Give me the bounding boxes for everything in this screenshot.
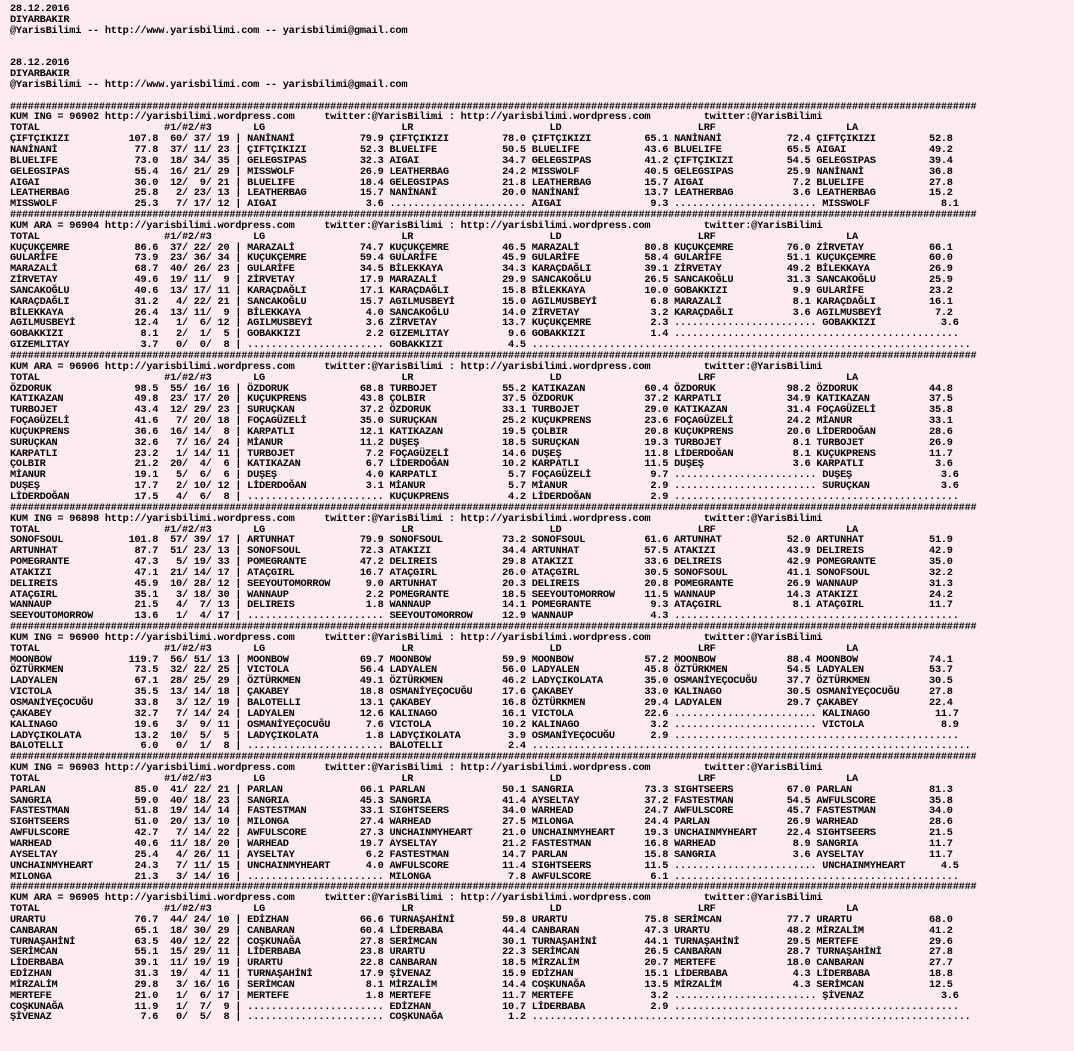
report-line: TURBOJET 43.4 12/ 29/ 23 | SURUÇKAN 37.2 ÖZDORUK 33.1 TURBOJET 29.0 KATIKAZAN 31.4 FOÇAGÜZELİ 35.8 [10, 404, 953, 417]
report-line: SERİMCAN 55.1 15/ 29/ 11 | LİDERBABA 23.8 URARTU 22.3 SERİMCAN 26.5 CANBARAN 28.7 TURNAŞAHİNİ 27.8 [10, 946, 953, 959]
report-line: LEATHERBAG 25.8 2/ 23/ 13 | LEATHERBAG 15.7 NANİNANİ 20.0 NANİNANİ 13.7 LEATHERBAG 3.6 LEATHERBAG 15.2 [10, 187, 953, 200]
race-report-text [10, 4, 976, 1023]
report-line: MOONBOW 119.7 56/ 51/ 13 | MOONBOW 69.7 MOONBOW 59.9 MOONBOW 57.2 MOONBOW 88.4 MOONBOW 74.1 [10, 653, 953, 666]
report-line: KUM ARA = 96906 http://yarisbilimi.wordpress.com twitter:@YarisBilimi : http://yarisbilimi.wordpress.com twitter:@YarisBilimi [10, 360, 823, 373]
report-line: MİANUR 19.1 5/ 6/ 6 | DUŞEŞ 4.0 KARPATLI 5.7 FOÇAGÜZELİ 9.7 ........................ DUŞEŞ 3.6 [10, 469, 959, 482]
report-line: AGILMUSBEYİ 12.4 1/ 6/ 12 | AGILMUSBEYİ 3.6 ZİRVETAY 13.7 KUÇUKÇEMRE 2.3 ........................ GOBAKKIZI 3.6 [10, 317, 959, 330]
report-line: 28.12.2016 [10, 57, 70, 70]
report-line: DUŞEŞ 17.7 2/ 10/ 12 | LİDERDOĞAN 3.1 MİANUR 5.7 MİANUR 2.9 ........................ SURUÇKAN 3.6 [10, 480, 959, 493]
report-line: KATIKAZAN 49.8 23/ 17/ 20 | KUÇUKPRENS 43.8 ÇOLBIR 37.5 ÖZDORUK 37.2 KARPATLI 34.9 KATIKAZAN 37.5 [10, 393, 953, 406]
report-line: OSMANİYEÇOCUĞU 33.8 3/ 12/ 19 | BALOTELLI 13.1 ÇAKABEY 16.8 ÖZTÜRKMEN 29.4 LADYALEN 29.7 ÇAKABEY 22.4 [10, 697, 953, 709]
report-line: WARHEAD 40.6 11/ 18/ 20 | WARHEAD 19.7 AYSELTAY 21.2 FASTESTMAN 16.8 WARHEAD 8.9 SANGRIA 11.7 [10, 837, 953, 850]
report-line: PARLAN 85.0 41/ 22/ 21 | PARLAN 66.1 PARLAN 50.1 SANGRIA 73.3 SIGHTSEERS 67.0 PARLAN 81.3 [10, 783, 953, 796]
report-line: MARAZALİ 68.7 40/ 26/ 23 | GULARİFE 34.5 BİLEKKAYA 34.3 KARAÇDAĞLI 39.1 ZİRVETAY 49.2 BİLEKKAYA 26.9 [10, 263, 953, 276]
report-line: FASTESTMAN 51.8 19/ 14/ 14 | FASTESTMAN 33.1 SIGHTSEERS 34.0 WARHEAD 24.7 AWFULSCORE 45.7 FASTESTMAN 34.0 [10, 805, 953, 818]
separator-line: ################################################################################################################################################################### [10, 621, 977, 634]
report-line: SURUÇKAN 32.6 7/ 16/ 24 | MİANUR 11.2 DUŞEŞ 18.5 SURUÇKAN 19.3 TURBOJET 8.1 TURBOJET 26.9 [10, 436, 953, 449]
report-line: KUM ARA = 96905 http://yarisbilimi.wordpress.com twitter:@YarisBilimi : http://yarisbilimi.wordpress.com twitter:@YarisBilimi [10, 892, 823, 905]
report-line: KARAÇDAĞLI 31.2 4/ 22/ 21 | SANCAKOĞLU 15.7 AGILMUSBEYİ 15.0 AGILMUSBEYİ 6.8 MARAZALİ 8.1 KARAÇDAĞLI 16.1 [10, 295, 953, 308]
report-line: MERTEFE 21.0 1/ 6/ 17 | MERTEFE 1.8 MERTEFE 11.7 MERTEFE 3.2 ........................ ŞİVENAZ 3.6 [10, 989, 959, 1002]
report-line: ÖZDORUK 98.5 55/ 16/ 16 | ÖZDORUK 68.8 TURBOJET 55.2 KATIKAZAN 60.4 ÖZDORUK 98.2 ÖZDORUK 44.8 [10, 382, 953, 395]
report-line: ÇAKABEY 32.7 7/ 14/ 24 | LADYALEN 12.6 KALINAGO 16.1 VICTOLA 22.6 ........................ KALINAGO 11.7 [10, 707, 959, 720]
report-line: DIYARBAKIR [10, 13, 70, 26]
report-line: MİRZALİM 29.8 3/ 16/ 16 | SERİMCAN 8.1 MİRZALİM 14.4 COŞKUNAĞA 13.5 MİRZALİM 4.3 SERİMCAN 12.5 [10, 978, 953, 991]
report-line: GIZEMLITAY 3.7 0/ 0/ 8 | ....................... GOBAKKIZI 4.5 .......................................................................... [10, 339, 971, 352]
report-line: DELIREIS 45.9 10/ 28/ 12 | SEEYOUTOMORROW 9.0 ARTUNHAT 20.3 DELIREIS 20.8 POMEGRANTE 26.9 WANNAUP 31.3 [10, 577, 953, 590]
report-line: TOTAL #1/#2/#3 LG LR LD LRF LA [10, 903, 858, 916]
report-line: KUÇUKÇEMRE 86.6 37/ 22/ 20 | MARAZALİ 74.7 KUÇUKÇEMRE 46.5 MARAZALİ 80.8 KUÇUKÇEMRE 76.0 ZİRVETAY 66.1 [10, 241, 953, 254]
report-line: ZİRVETAY 49.6 19/ 11/ 9 | ZİRVETAY 17.9 MARAZALİ 29.9 SANCAKOĞLU 26.5 SANCAKOĞLU 31.3 SANCAKOĞLU 25.9 [10, 274, 953, 287]
report-line: UNCHAINMYHEART 24.3 7/ 11/ 15 | UNCHAINMYHEART 4.0 AWFULSCORE 11.4 SIGHTSEERS 11.5 ........................ UNCHAINMYHEART 4.5 [10, 859, 959, 872]
report-line: ATAKIZI 47.1 21/ 14/ 17 | ATAÇGIRL 16.7 ATAÇGIRL 26.0 ATAÇGIRL 30.5 SONOFSOUL 41.1 SONOFSOUL 32.2 [10, 566, 953, 579]
report-line: KUM ING = 96903 http://yarisbilimi.wordpress.com twitter:@YarisBilimi : http://yarisbilimi.wordpress.com twitter:@YarisBilimi [10, 762, 823, 775]
report-line: SIGHTSEERS 51.0 20/ 13/ 10 | MILONGA 27.4 WARHEAD 27.5 MILONGA 24.4 PARLAN 26.9 WARHEAD 28.6 [10, 816, 953, 829]
report-line: NANİNANİ 77.8 37/ 11/ 23 | ÇIFTÇIKIZI 52.3 BLUELIFE 50.5 BLUELIFE 43.6 BLUELIFE 65.5 AIGAI 49.2 [10, 143, 953, 156]
report-line: ŞİVENAZ 7.6 0/ 5/ 8 | ....................... COŞKUNAĞA 1.2 .......................................................................... [10, 1011, 971, 1024]
report-line: TOTAL #1/#2/#3 LG LR LD LRF LA [10, 772, 858, 785]
separator-line: ################################################################################################################################################################### [10, 100, 977, 113]
separator-line: ################################################################################################################################################################### [10, 881, 977, 894]
report-line: GELEGSIPAS 55.4 16/ 21/ 29 | MISSWOLF 26.9 LEATHERBAG 24.2 MISSWOLF 40.5 GELEGSIPAS 25.9 NANİNANİ 36.8 [10, 165, 953, 178]
report-line: LİDERBABA 39.1 11/ 19/ 19 | URARTU 22.8 CANBARAN 18.5 MİRZALİM 20.7 MERTEFE 18.0 CANBARAN 27.7 [10, 957, 953, 970]
report-line: KUM ING = 96902 http://yarisbilimi.wordpress.com twitter:@YarisBilimi : http://yarisbilimi.wordpress.com twitter:@YarisBilimi [10, 111, 823, 124]
report-line: AYSELTAY 25.4 4/ 26/ 11 | AYSELTAY 6.2 FASTESTMAN 14.7 PARLAN 15.8 SANGRIA 3.6 AYSELTAY 11.7 [10, 848, 953, 861]
report-line: KUM ARA = 96904 http://yarisbilimi.wordpress.com twitter:@YarisBilimi : http://yarisbilimi.wordpress.com twitter:@YarisBilimi [10, 219, 823, 232]
report-line: TURNAŞAHİNİ 63.5 40/ 12/ 22 | COŞKUNAĞA 27.8 SERİMCAN 30.1 TURNAŞAHİNİ 44.1 TURNAŞAHİNİ 29.5 MERTEFE 29.6 [10, 935, 953, 948]
report-line: WANNAUP 21.5 4/ 7/ 13 | DELIREIS 1.8 WANNAUP 14.1 POMEGRANTE 9.3 ATAÇGIRL 8.1 ATAÇGIRL 11.7 [10, 599, 953, 612]
report-line: VICTOLA 35.5 13/ 14/ 18 | ÇAKABEY 18.8 OSMANİYEÇOCUĞU 17.6 ÇAKABEY 33.0 KALINAGO 30.5 OSMANİYEÇOCUĞU 27.8 [10, 686, 953, 699]
report-line: BİLEKKAYA 26.4 13/ 11/ 9 | BİLEKKAYA 4.0 SANCAKOĞLU 14.0 ZİRVETAY 3.2 KARAÇDAĞLI 3.6 AGILMUSBEYİ 7.2 [10, 306, 953, 319]
report-line: DIYARBAKIR [10, 68, 70, 81]
separator-line: ################################################################################################################################################################### [10, 501, 977, 514]
report-line: KALINAGO 19.6 3/ 9/ 11 | OSMANİYEÇOCUĞU 7.6 VICTOLA 10.2 KALINAGO 3.2 ........................ VICTOLA 8.9 [10, 718, 959, 731]
report-line: EDİZHAN 31.3 19/ 4/ 11 | TURNAŞAHİNİ 17.9 ŞİVENAZ 15.9 EDİZHAN 15.1 LİDERBABA 4.3 LİDERBABA 18.8 [10, 968, 953, 981]
report-line: TOTAL #1/#2/#3 LG LR LD LRF LA [10, 122, 858, 135]
report-line: KUM ING = 96898 http://yarisbilimi.wordpress.com twitter:@YarisBilimi : http://yarisbilimi.wordpress.com twitter:@YarisBilimi [10, 512, 823, 525]
report-line: TOTAL #1/#2/#3 LG LR LD LRF LA [10, 642, 858, 655]
report-line: ÖZTÜRKMEN 73.5 32/ 22/ 25 | VICTOLA 56.4 LADYALEN 56.0 LADYALEN 45.8 ÖZTÜRKMEN 54.5 LADYALEN 53.7 [10, 664, 953, 677]
report-line: ARTUNHAT 87.7 51/ 23/ 13 | SONOFSOUL 72.3 ATAKIZI 34.4 ARTUNHAT 57.5 ATAKIZI 43.9 DELIREIS 42.9 [10, 545, 953, 558]
report-line: TOTAL #1/#2/#3 LG LR LD LRF LA [10, 230, 858, 243]
report-line: ATAÇGIRL 35.1 3/ 18/ 30 | WANNAUP 2.2 POMEGRANTE 18.5 SEEYOUTOMORROW 11.5 WANNAUP 14.3 ATAKIZI 24.2 [10, 588, 953, 601]
report-line: LİDERDOĞAN 17.5 4/ 6/ 8 | ....................... KUÇUKPRENS 4.2 LİDERDOĞAN 2.9 ................................................ [10, 490, 959, 503]
report-line: GOBAKKIZI 8.1 2/ 1/ 5 | GOBAKKIZI 2.2 GIZEMLITAY 9.6 GOBAKKIZI 1.4 ................................................ [10, 328, 959, 341]
report-line: FOÇAGÜZELİ 41.6 7/ 20/ 18 | FOÇAGÜZELİ 35.0 SURUÇKAN 25.2 KUÇUKPRENS 23.6 FOÇAGÜZELİ 24.2 MİANUR 33.1 [10, 415, 953, 428]
report-line: MILONGA 21.3 3/ 14/ 16 | ....................... MILONGA 7.8 AWFULSCORE 6.1 ................................................ [10, 870, 959, 883]
report-line: KUÇUKPRENS 36.6 16/ 14/ 8 | KARPATLI 12.1 KATIKAZAN 19.5 ÇOLBIR 20.8 KUÇUKPRENS 20.6 LİDERDOĞAN 28.6 [10, 425, 953, 438]
report-line: SEEYOUTOMORROW 13.6 1/ 4/ 17 | ....................... SEEYOUTOMORROW 12.9 WANNAUP 4.3 ................................................ [10, 610, 959, 623]
report-line: CANBARAN 65.1 18/ 30/ 29 | CANBARAN 60.4 LİDERBABA 44.4 CANBARAN 47.3 URARTU 48.2 MİRZALİM 41.2 [10, 924, 953, 937]
report-line: 28.12.2016 [10, 3, 70, 15]
report-line: LADYALEN 67.1 28/ 25/ 29 | ÖZTÜRKMEN 49.1 ÖZTÜRKMEN 46.2 LADYÇIKOLATA 35.0 OSMANİYEÇOCUĞU 37.7 ÖZTÜRKMEN 30.5 [10, 675, 953, 688]
report-line [10, 47, 976, 58]
report-line: GULARİFE 73.9 23/ 36/ 34 | KUÇUKÇEMRE 59.4 GULARİFE 45.9 GULARİFE 58.4 GULARİFE 51.1 KUÇUKÇEMRE 60.0 [10, 252, 953, 265]
report-line: MISSWOLF 25.3 7/ 17/ 12 | AIGAI 3.6 ....................... AIGAI 9.3 ........................ MISSWOLF 8.1 [10, 198, 959, 211]
report-line: ÇOLBIR 21.2 20/ 4/ 6 | KATIKAZAN 6.7 LİDERDOĞAN 10.2 KARPATLI 11.5 DUŞEŞ 3.6 KARPATLI 3.6 [10, 458, 953, 471]
report-line: BLUELIFE 73.0 18/ 34/ 35 | GELEGSIPAS 32.3 AIGAI 34.7 GELEGSIPAS 41.2 ÇIFTÇIKIZI 54.5 GELEGSIPAS 39.4 [10, 154, 953, 167]
report-line: @YarisBilimi -- http://www.yarisbilimi.com -- yarisbilimi@gmail.com [10, 24, 408, 37]
report-line: AIGAI 36.0 12/ 9/ 21 | BLUELIFE 18.4 GELEGSIPAS 21.8 LEATHERBAG 15.7 AIGAI 7.2 BLUELIFE 27.8 [10, 176, 953, 189]
report-line: BALOTELLI 6.0 0/ 1/ 8 | ....................... BALOTELLI 2.4 .......................................................................... [10, 740, 971, 753]
report-line: LADYÇIKOLATA 13.2 10/ 5/ 5 | LADYÇIKOLATA 1.8 LADYÇIKOLATA 3.9 OSMANİYEÇOCUĞU 2.9 ................................................ [10, 729, 959, 742]
report-line: SANCAKOĞLU 40.6 13/ 17/ 11 | KARAÇDAĞLI 17.1 KARAÇDAĞLI 15.8 BİLEKKAYA 10.0 GOBAKKIZI 9.9 GULARİFE 23.2 [10, 284, 953, 297]
separator-line: ################################################################################################################################################################### [10, 350, 977, 362]
separator-line: ################################################################################################################################################################### [10, 751, 977, 764]
report-line: POMEGRANTE 47.3 5/ 19/ 33 | POMEGRANTE 47.2 DELIREIS 29.8 ATAKIZI 33.6 DELIREIS 42.9 POMEGRANTE 35.0 [10, 556, 953, 569]
report-line [10, 91, 976, 102]
report-line: SANGRIA 59.0 40/ 18/ 23 | SANGRIA 45.3 SANGRIA 41.4 AYSELTAY 37.2 FASTESTMAN 54.5 AWFULSCORE 35.8 [10, 794, 953, 807]
report-line [10, 37, 976, 48]
report-line: AWFULSCORE 42.7 7/ 14/ 22 | AWFULSCORE 27.3 UNCHAINMYHEART 21.0 UNCHAINMYHEART 19.3 UNCHAINMYHEART 22.4 SIGHTSEERS 21.5 [10, 827, 953, 840]
report-line: TOTAL #1/#2/#3 LG LR LD LRF LA [10, 523, 858, 536]
report-line: COŞKUNAĞA 11.9 1/ 7/ 9 | ....................... EDİZHAN 10.7 LİDERBABA 2.9 ................................................ [10, 1000, 959, 1013]
report-line: @YarisBilimi -- http://www.yarisbilimi.com -- yarisbilimi@gmail.com [10, 78, 408, 91]
report-line: URARTU 76.7 44/ 24/ 10 | EDİZHAN 66.6 TURNAŞAHİNİ 59.8 URARTU 75.8 SERİMCAN 77.7 URARTU 68.0 [10, 913, 953, 926]
report-line: KARPATLI 23.2 1/ 14/ 11 | TURBOJET 7.2 FOÇAGÜZELİ 14.6 DUŞEŞ 11.8 LİDERDOĞAN 8.1 KUÇUKPRENS 11.7 [10, 447, 953, 460]
report-line: TOTAL #1/#2/#3 LG LR LD LRF LA [10, 371, 858, 384]
separator-line: ################################################################################################################################################################### [10, 209, 977, 222]
report-line: SONOFSOUL 101.8 57/ 39/ 17 | ARTUNHAT 79.9 SONOFSOUL 73.2 SONOFSOUL 61.6 ARTUNHAT 52.0 ARTUNHAT 51.9 [10, 534, 953, 547]
report-line: KUM ING = 96900 http://yarisbilimi.wordpress.com twitter:@YarisBilimi : http://yarisbilimi.wordpress.com twitter:@YarisBilimi [10, 631, 823, 644]
report-line: ÇIFTÇIKIZI 107.8 60/ 37/ 19 | NANİNANİ 79.9 ÇIFTÇIKIZI 78.0 ÇIFTÇIKIZI 65.1 NANİNANİ 72.4 ÇIFTÇIKIZI 52.8 [10, 133, 953, 146]
